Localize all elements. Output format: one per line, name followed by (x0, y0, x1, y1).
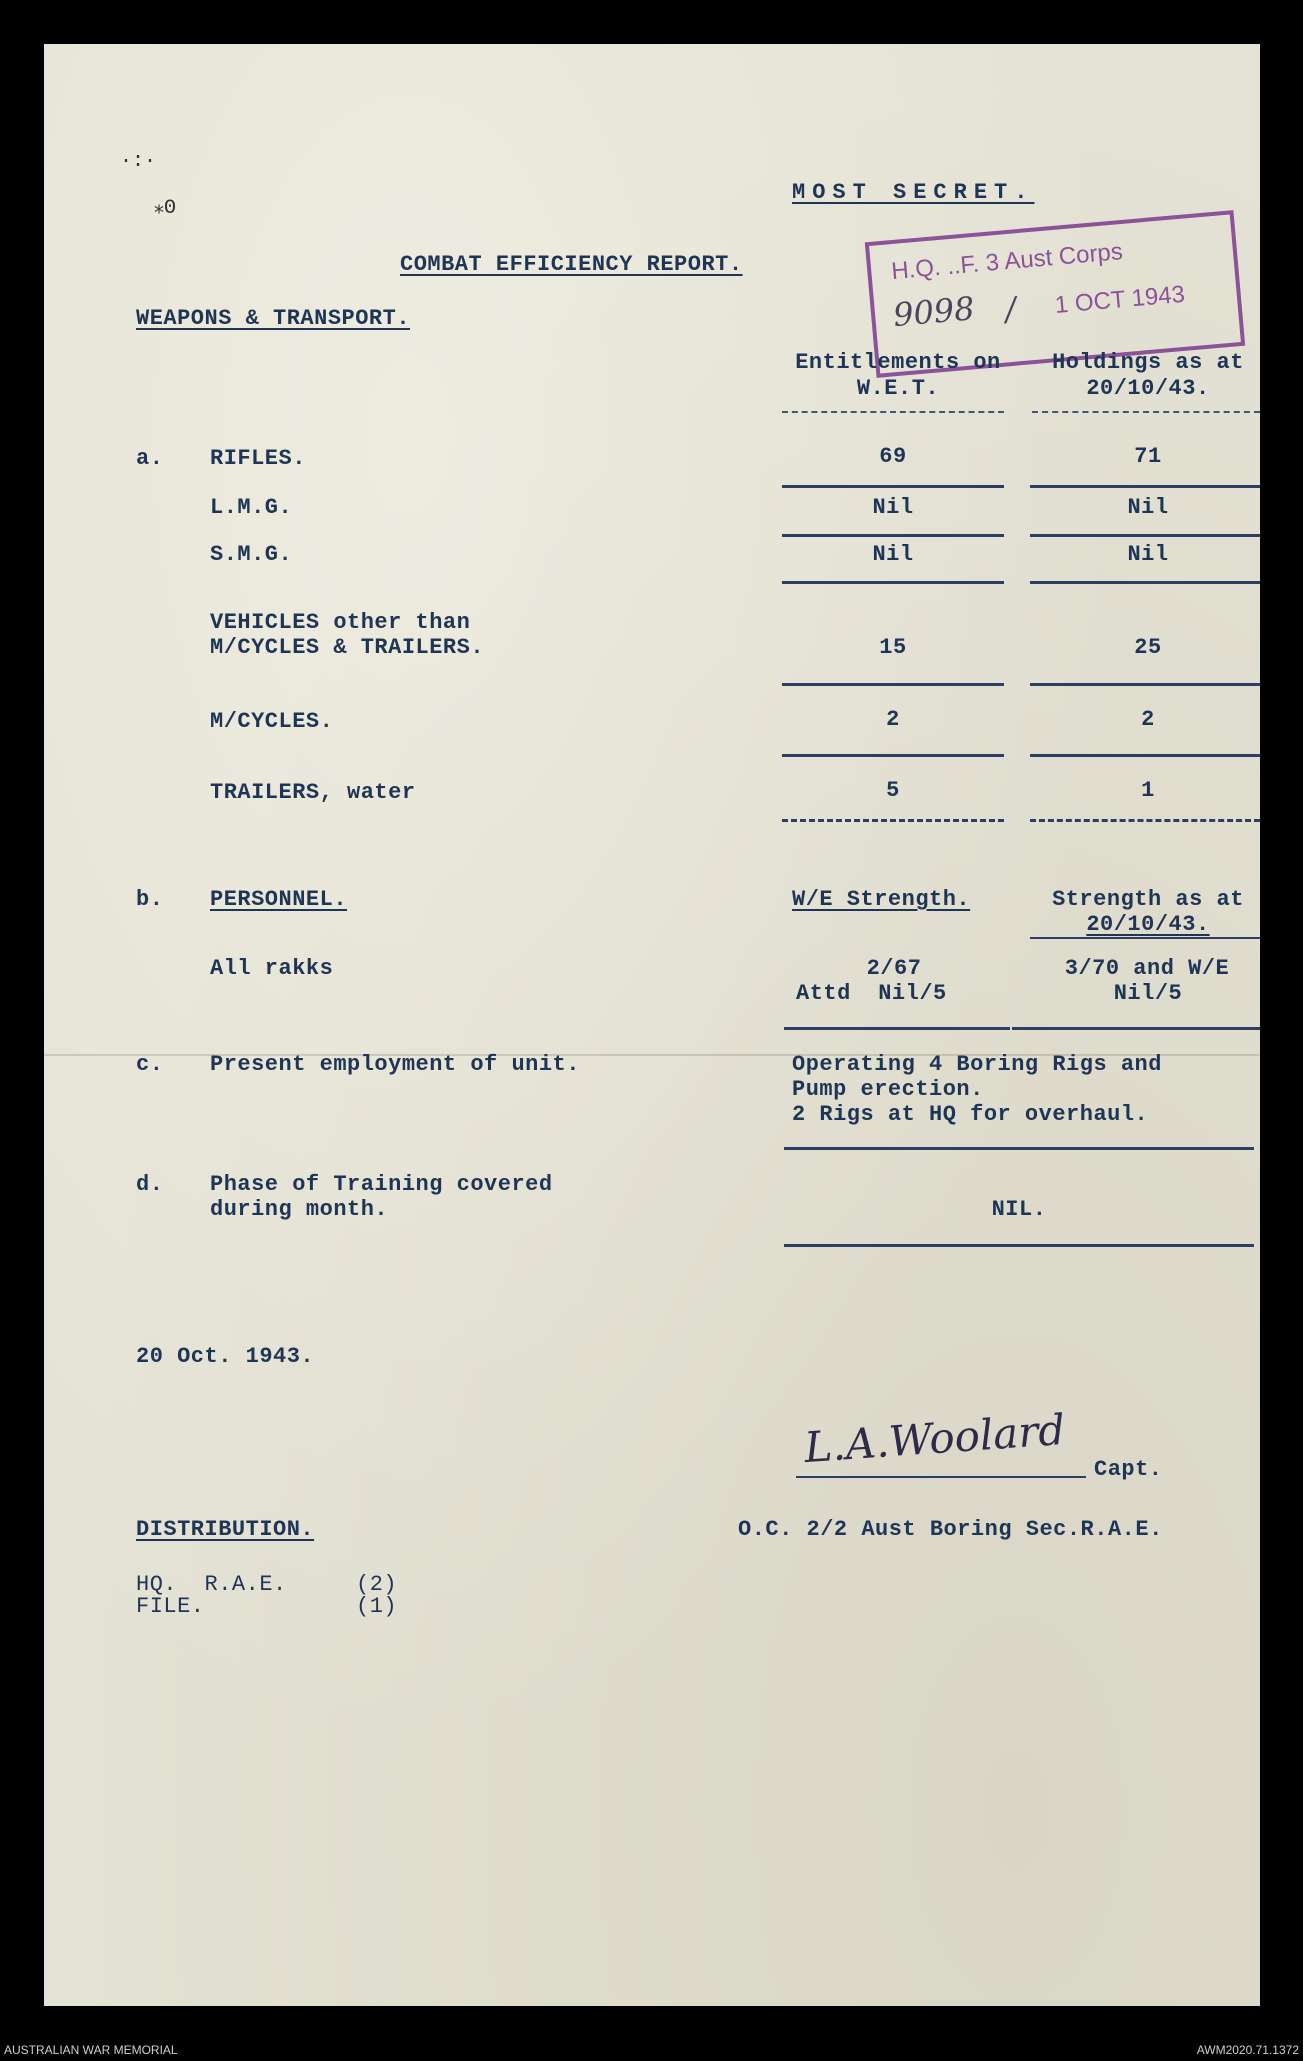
training-value: NIL. (991, 1197, 1047, 1222)
distribution-item: FILE. (136, 1594, 205, 1619)
personnel-heading: PERSONNEL. (210, 887, 348, 912)
all-ranks-label: All rakks (210, 956, 334, 981)
row-label: VEHICLES other than (210, 610, 471, 635)
header-rule (1032, 411, 1260, 413)
row-rule (1030, 485, 1260, 488)
row-rule (1012, 1027, 1260, 1030)
row-rule (784, 1244, 1254, 1247)
row-label: TRAILERS, water (210, 780, 416, 805)
training-label: Phase of Training covered (210, 1172, 553, 1197)
classification: MOST SECRET. (792, 180, 1035, 205)
row-rule (784, 1147, 1254, 1150)
stamp-slash: / (1003, 289, 1018, 329)
row-rule (782, 485, 1004, 488)
total-rule (782, 819, 1004, 822)
section-letter: b. (136, 887, 164, 912)
document-page (44, 44, 1260, 2006)
stamp-line: H.Q. ..F. 3 Aust Corps (890, 237, 1124, 286)
row-letter: a. (136, 446, 164, 471)
col2-header-line1: Holdings as at (1052, 350, 1244, 375)
row-rule (1030, 581, 1260, 584)
col1-header-line1: Entitlements on (795, 350, 1001, 375)
entitlement-value: 2 (886, 707, 900, 732)
row-rule (782, 683, 1004, 686)
strength-header-line2: 20/10/43. (1086, 912, 1210, 937)
signatory-unit: O.C. 2/2 Aust Boring Sec.R.A.E. (738, 1517, 1163, 1542)
row-rule (782, 754, 1004, 757)
header-rule (1030, 937, 1260, 939)
row-rule (782, 534, 1004, 537)
footer-source: AUSTRALIAN WAR MEMORIAL (4, 2043, 178, 2057)
signature: L.A.Woolard (802, 1404, 1067, 1473)
signature-line (796, 1476, 1086, 1478)
signature-rank: Capt. (1094, 1457, 1163, 1482)
holding-value: 25 (1134, 635, 1162, 660)
row-rule (1030, 754, 1260, 757)
holding-value: 2 (1141, 707, 1155, 732)
header-rule (782, 411, 1004, 413)
strength-attached: Nil/5 (1113, 981, 1183, 1006)
row-label: L.M.G. (210, 495, 293, 520)
report-date: 20 Oct. 1943. (136, 1344, 315, 1369)
paper-mark: ·:· (120, 150, 157, 173)
distribution-heading: DISTRIBUTION. (136, 1517, 315, 1542)
footer-accession: AWM2020.71.1372 (1196, 2043, 1299, 2057)
row-label: M/CYCLES. (210, 709, 334, 734)
entitlement-value: Nil (872, 495, 914, 520)
distribution-count: (2) (356, 1572, 398, 1597)
holding-value: 71 (1134, 444, 1162, 469)
holding-value: Nil (1127, 542, 1169, 567)
holding-value: Nil (1127, 495, 1169, 520)
col1-header-line2: W.E.T. (856, 376, 940, 401)
section-letter: d. (136, 1172, 164, 1197)
paper-mark: ⁎ʘ (154, 197, 177, 220)
entitlement-value: 5 (886, 778, 900, 803)
section-letter: c. (136, 1052, 164, 1077)
entitlement-value: 69 (879, 444, 907, 469)
distribution-count: (1) (356, 1594, 398, 1619)
strength-header-line1: Strength as at (1052, 887, 1244, 912)
stamp-number: 9098 (891, 289, 977, 335)
employment-value: 2 Rigs at HQ for overhaul. (792, 1102, 1149, 1127)
row-label: S.M.G. (210, 542, 293, 567)
col2-header-line2: 20/10/43. (1086, 376, 1210, 401)
employment-value: Pump erection. (792, 1077, 984, 1102)
section-heading: WEAPONS & TRANSPORT. (136, 306, 411, 331)
row-rule (784, 1027, 1010, 1030)
we-strength-value: 2/67 (866, 956, 922, 981)
stamp-date: 1 OCT 1943 (1053, 280, 1186, 319)
row-rule (1030, 683, 1260, 686)
row-rule (782, 581, 1004, 584)
we-strength-header: W/E Strength. (792, 887, 971, 912)
report-title: COMBAT EFFICIENCY REPORT. (400, 252, 743, 277)
total-rule (1030, 819, 1260, 822)
row-label: M/CYCLES & TRAILERS. (210, 635, 485, 660)
employment-label: Present employment of unit. (210, 1052, 580, 1077)
row-rule (1030, 534, 1260, 537)
holding-value: 1 (1141, 778, 1155, 803)
we-strength-attached: Attd Nil/5 (796, 981, 947, 1006)
strength-value: 3/70 and W/E (1064, 956, 1230, 981)
training-label: during month. (210, 1197, 389, 1222)
row-label: RIFLES. (210, 446, 306, 471)
employment-value: Operating 4 Boring Rigs and (792, 1052, 1162, 1077)
entitlement-value: Nil (872, 542, 914, 567)
distribution-item: HQ. R.A.E. (136, 1572, 287, 1597)
entitlement-value: 15 (879, 635, 907, 660)
